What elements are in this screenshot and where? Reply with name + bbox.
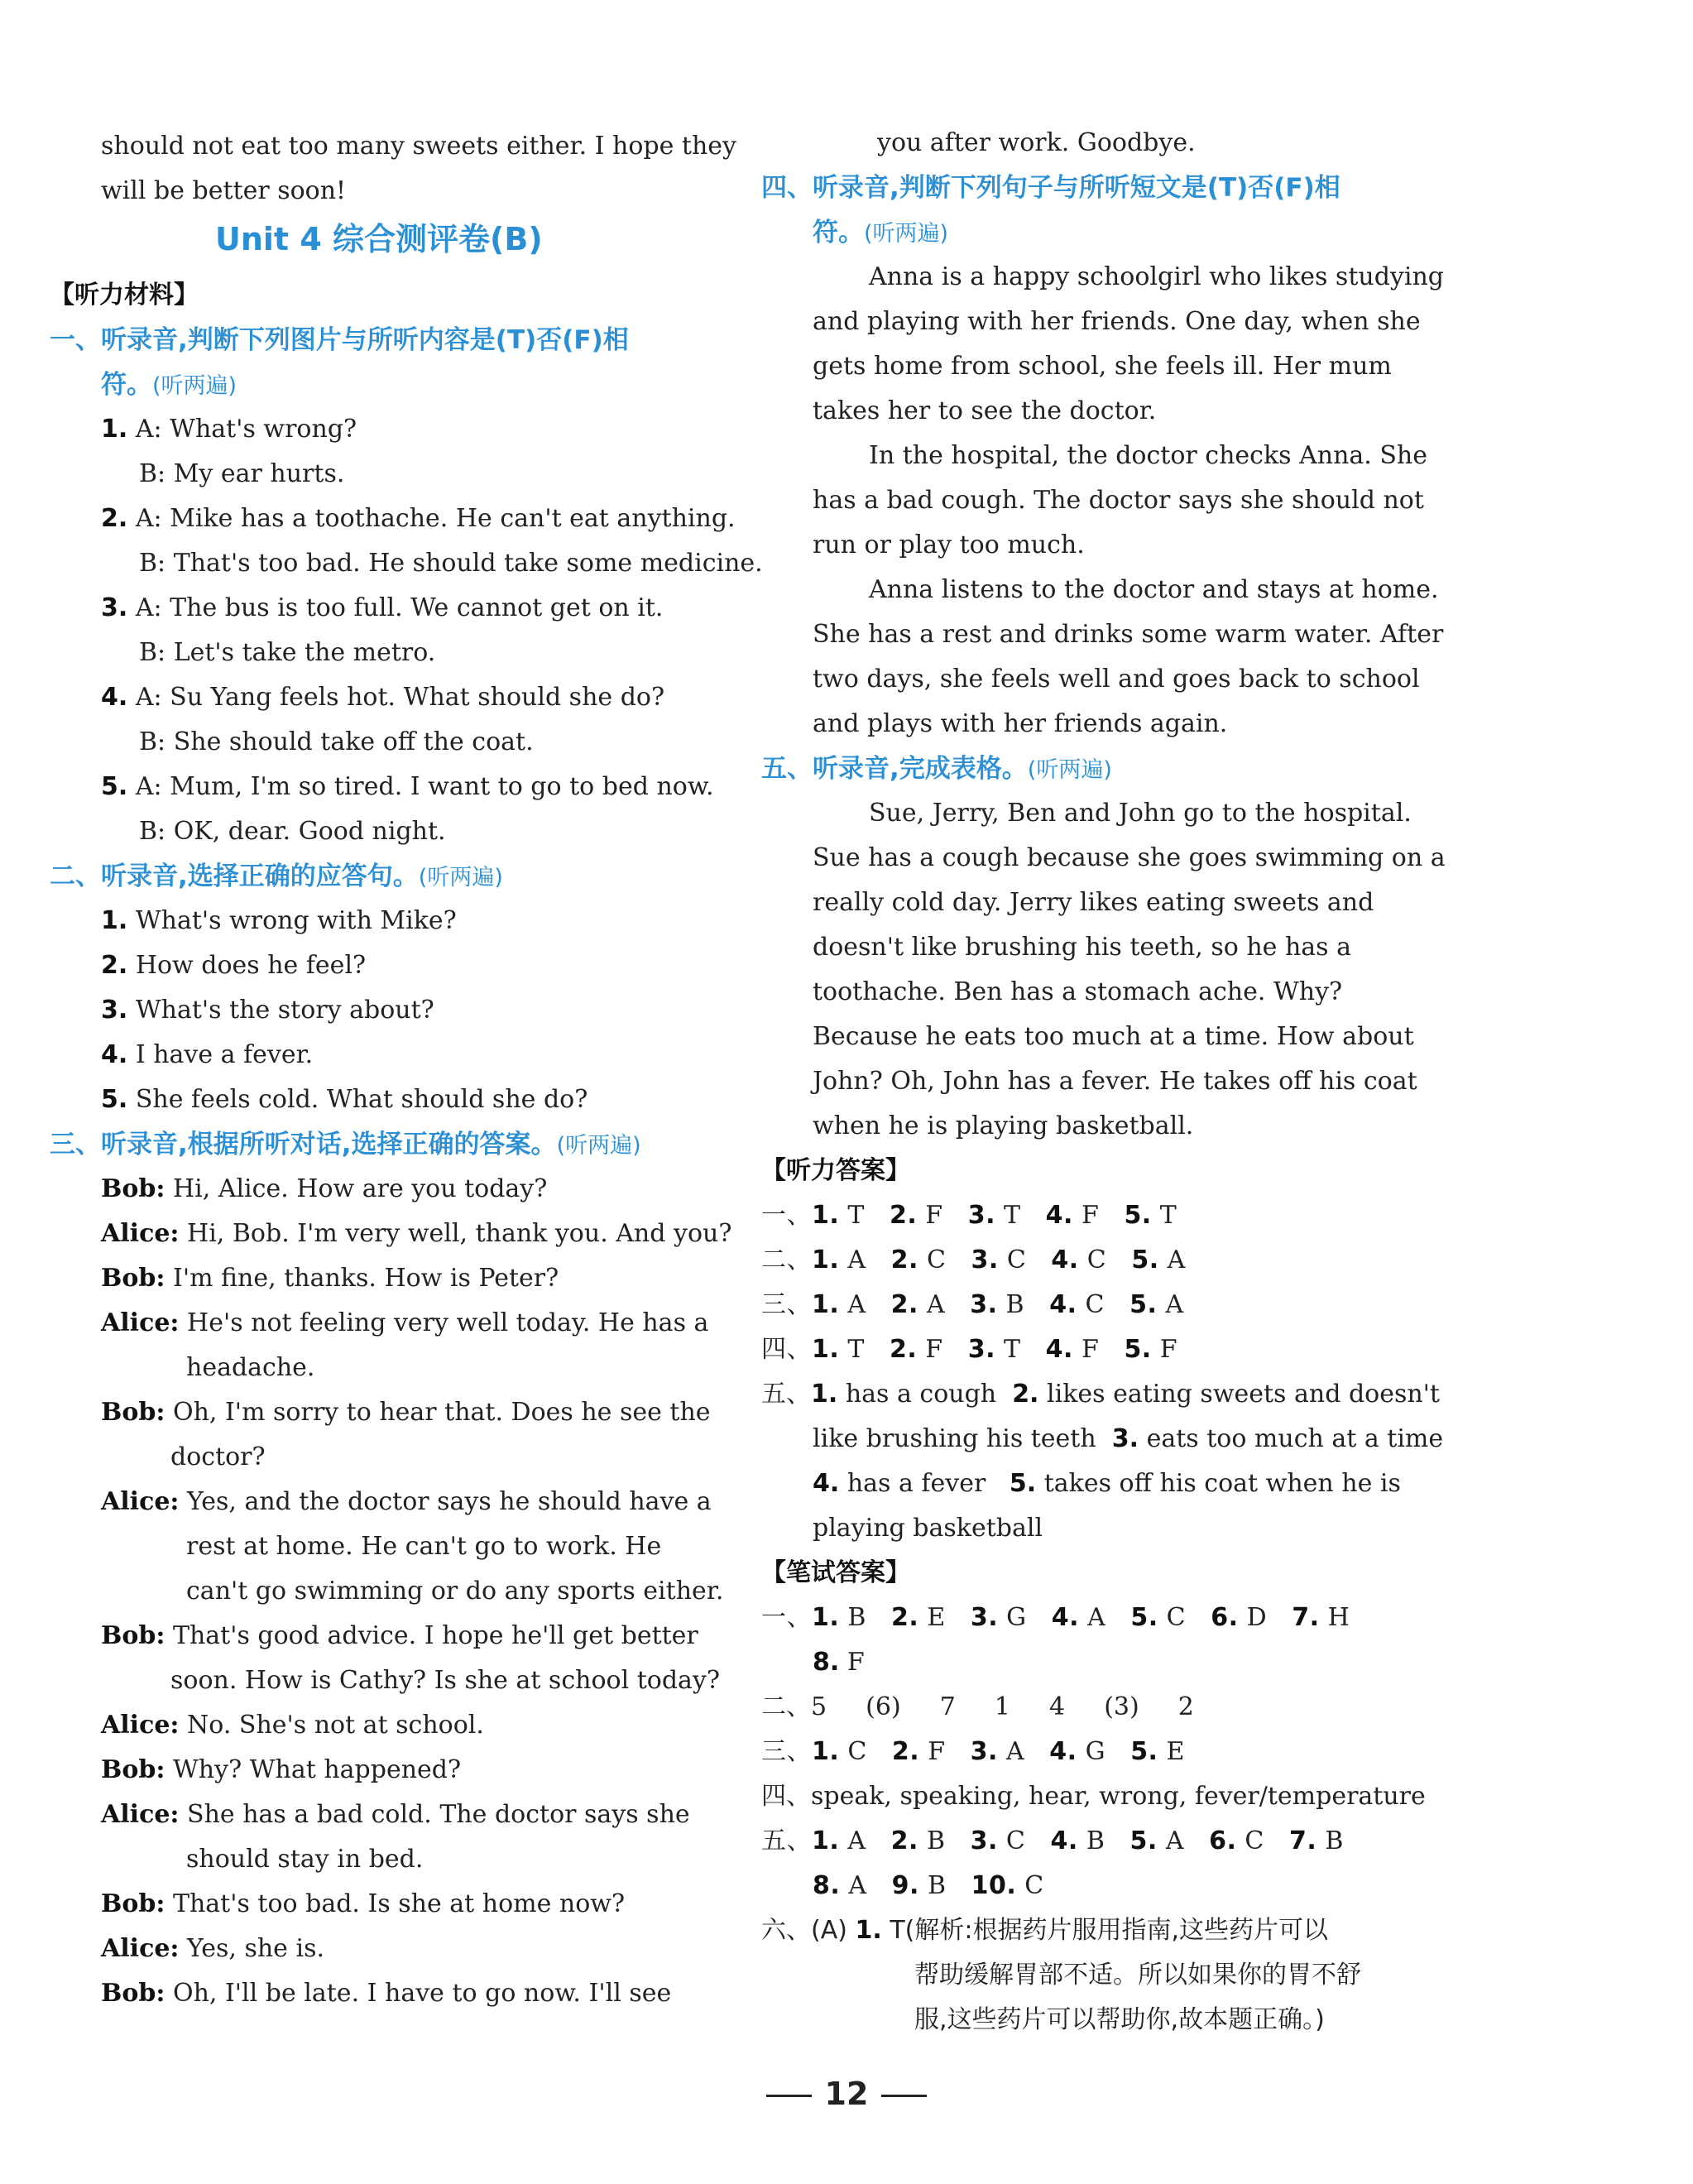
dialogue-line: Bob: That's good advice. I hope he'll get better — [101, 1621, 698, 1650]
dialogue-line: Bob: Why? What happened? — [101, 1755, 462, 1784]
list-item: 4. A: Su Yang feels hot. What should she do? — [101, 683, 665, 712]
dialogue-line: you after work. Goodbye. — [877, 128, 1196, 157]
listening-material-label: 【听力材料】 — [50, 281, 199, 310]
passage-line: takes her to see the doctor. — [813, 396, 1157, 425]
passage-line: Sue, Jerry, Ben and John go to the hospital. — [869, 799, 1412, 828]
list-item: 3. What's the story about? — [101, 996, 434, 1025]
passage-line: gets home from school, she feels ill. Her mum — [813, 352, 1392, 381]
section-heading: 五、听录音,完成表格。(听两遍) — [761, 754, 1112, 784]
answer-row: 8. F — [813, 1648, 865, 1677]
passage-line: She has a rest and drinks some warm water. After — [813, 620, 1444, 649]
passage-line: two days, she feels well and goes back to school — [813, 665, 1420, 694]
written-answers-label: 【笔试答案】 — [761, 1558, 910, 1587]
answer-row: like brushing his teeth 3. eats too much at a time — [813, 1424, 1444, 1453]
list-item: B: My ear hurts. — [139, 459, 345, 488]
dialogue-line: doctor? — [170, 1442, 266, 1471]
passage-line: toothache. Ben has a stomach ache. Why? — [813, 977, 1343, 1006]
dialogue-line: Bob: I'm fine, thanks. How is Peter? — [101, 1264, 559, 1293]
list-item: 2. How does he feel? — [101, 951, 367, 980]
list-item: 3. A: The bus is too full. We cannot get on it. — [101, 593, 664, 622]
dialogue-line: Alice: Hi, Bob. I'm very well, thank you. And you? — [101, 1219, 732, 1248]
intro-line: will be better soon! — [101, 176, 347, 205]
answer-row: 8. A 9. B 10. C — [813, 1871, 1044, 1900]
answer-row: 4. has a fever 5. takes off his coat when he is — [813, 1469, 1401, 1498]
list-item: B: OK, dear. Good night. — [139, 817, 446, 846]
section-heading: 二、听录音,选择正确的应答句。(听两遍) — [50, 862, 503, 891]
dialogue-line: headache. — [186, 1353, 315, 1382]
dash-decoration — [766, 2095, 812, 2097]
passage-line: run or play too much. — [813, 530, 1085, 559]
passage-line: and plays with her friends again. — [813, 709, 1228, 738]
dialogue-line: Alice: Yes, and the doctor says he should have a — [101, 1487, 712, 1516]
dialogue-line: Bob: Oh, I'm sorry to hear that. Does he see the — [101, 1398, 711, 1427]
answer-explanation: 服,这些药片可以帮助你,故本题正确。) — [914, 2005, 1325, 2034]
answer-row: 五、1. A 2. B 3. C 4. B 5. A 6. C 7. B — [761, 1826, 1344, 1855]
passage-line: John? Oh, John has a fever. He takes off his coat — [813, 1067, 1417, 1096]
page-number: 12 — [0, 2076, 1693, 2112]
answer-explanation: 帮助缓解胃部不适。所以如果你的胃不舒 — [914, 1961, 1361, 1990]
list-item: B: She should take off the coat. — [139, 727, 534, 756]
list-item: 4. I have a fever. — [101, 1040, 314, 1069]
passage-line: Sue has a cough because she goes swimming on a — [813, 843, 1446, 872]
section-heading: 四、听录音,判断下列句子与所听短文是(T)否(F)相 — [761, 173, 1340, 203]
answer-row: playing basketball — [813, 1514, 1043, 1543]
answer-row: 三、1. C 2. F 3. A 4. G 5. E — [761, 1737, 1185, 1766]
dialogue-line: Alice: She has a bad cold. The doctor says she — [101, 1800, 690, 1829]
passage-line: and playing with her friends. One day, when she — [813, 307, 1421, 336]
passage-line: doesn't like brushing his teeth, so he has a — [813, 933, 1351, 962]
dialogue-line: can't go swimming or do any sports either. — [186, 1577, 724, 1606]
section-heading: 符。(听两遍) — [813, 218, 949, 247]
list-item: 1. A: What's wrong? — [101, 415, 357, 444]
answer-row: 六、(A) 1. T(解析:根据药片服用指南,这些药片可以 — [761, 1916, 1328, 1945]
list-item: 5. She feels cold. What should she do? — [101, 1085, 588, 1114]
passage-line: Because he eats too much at a time. How about — [813, 1022, 1414, 1051]
passage-line: Anna listens to the doctor and stays at home. — [869, 575, 1439, 604]
answer-row: 五、1. has a cough 2. likes eating sweets and doesn't — [761, 1380, 1440, 1409]
list-item: 2. A: Mike has a toothache. He can't eat anything. — [101, 504, 736, 533]
dialogue-line: Bob: Hi, Alice. How are you today? — [101, 1174, 548, 1203]
listening-answers-label: 【听力答案】 — [761, 1156, 910, 1185]
answer-row: 一、1. T 2. F 3. T 4. F 5. T — [761, 1201, 1177, 1230]
answer-row: 四、speak, speaking, hear, wrong, fever/temperature — [761, 1782, 1426, 1811]
dialogue-line: Alice: Yes, she is. — [101, 1934, 324, 1963]
page-title: Unit 4 综合测评卷(B) — [215, 221, 543, 257]
section-heading: 符。(听两遍) — [101, 370, 237, 400]
list-item: B: Let's take the metro. — [139, 638, 436, 667]
answer-row: 四、1. T 2. F 3. T 4. F 5. F — [761, 1335, 1178, 1364]
dialogue-line: rest at home. He can't go to work. He — [186, 1532, 662, 1561]
passage-line: has a bad cough. The doctor says she should not — [813, 486, 1424, 515]
intro-line: should not eat too many sweets either. I hope they — [101, 132, 737, 161]
passage-line: really cold day. Jerry likes eating sweets and — [813, 888, 1374, 917]
list-item: 1. What's wrong with Mike? — [101, 906, 457, 935]
section-heading: 一、听录音,判断下列图片与所听内容是(T)否(F)相 — [50, 325, 629, 355]
dialogue-line: Alice: He's not feeling very well today. He has a — [101, 1308, 709, 1337]
list-item: B: That's too bad. He should take some medicine. — [139, 549, 763, 578]
section-heading: 三、听录音,根据所听对话,选择正确的答案。(听两遍) — [50, 1130, 641, 1159]
answer-row: 三、1. A 2. A 3. B 4. C 5. A — [761, 1290, 1184, 1319]
dialogue-line: Alice: No. She's not at school. — [101, 1711, 484, 1740]
list-item: 5. A: Mum, I'm so tired. I want to go to bed now. — [101, 772, 714, 801]
passage-line: Anna is a happy schoolgirl who likes studying — [869, 262, 1444, 291]
dialogue-line: Bob: Oh, I'll be late. I have to go now. I'll see — [101, 1979, 672, 2008]
dash-decoration — [881, 2095, 927, 2097]
passage-line: In the hospital, the doctor checks Anna. She — [869, 441, 1427, 470]
answer-row: 一、1. B 2. E 3. G 4. A 5. C 6. D 7. H — [761, 1603, 1350, 1632]
answer-row: 二、1. A 2. C 3. C 4. C 5. A — [761, 1246, 1186, 1274]
dialogue-line: Bob: That's too bad. Is she at home now? — [101, 1889, 626, 1918]
dialogue-line: should stay in bed. — [186, 1845, 424, 1874]
dialogue-line: soon. How is Cathy? Is she at school today? — [170, 1666, 720, 1695]
passage-line: when he is playing basketball. — [813, 1111, 1194, 1140]
answer-row: 二、5 (6) 7 1 4 (3) 2 — [761, 1692, 1194, 1721]
